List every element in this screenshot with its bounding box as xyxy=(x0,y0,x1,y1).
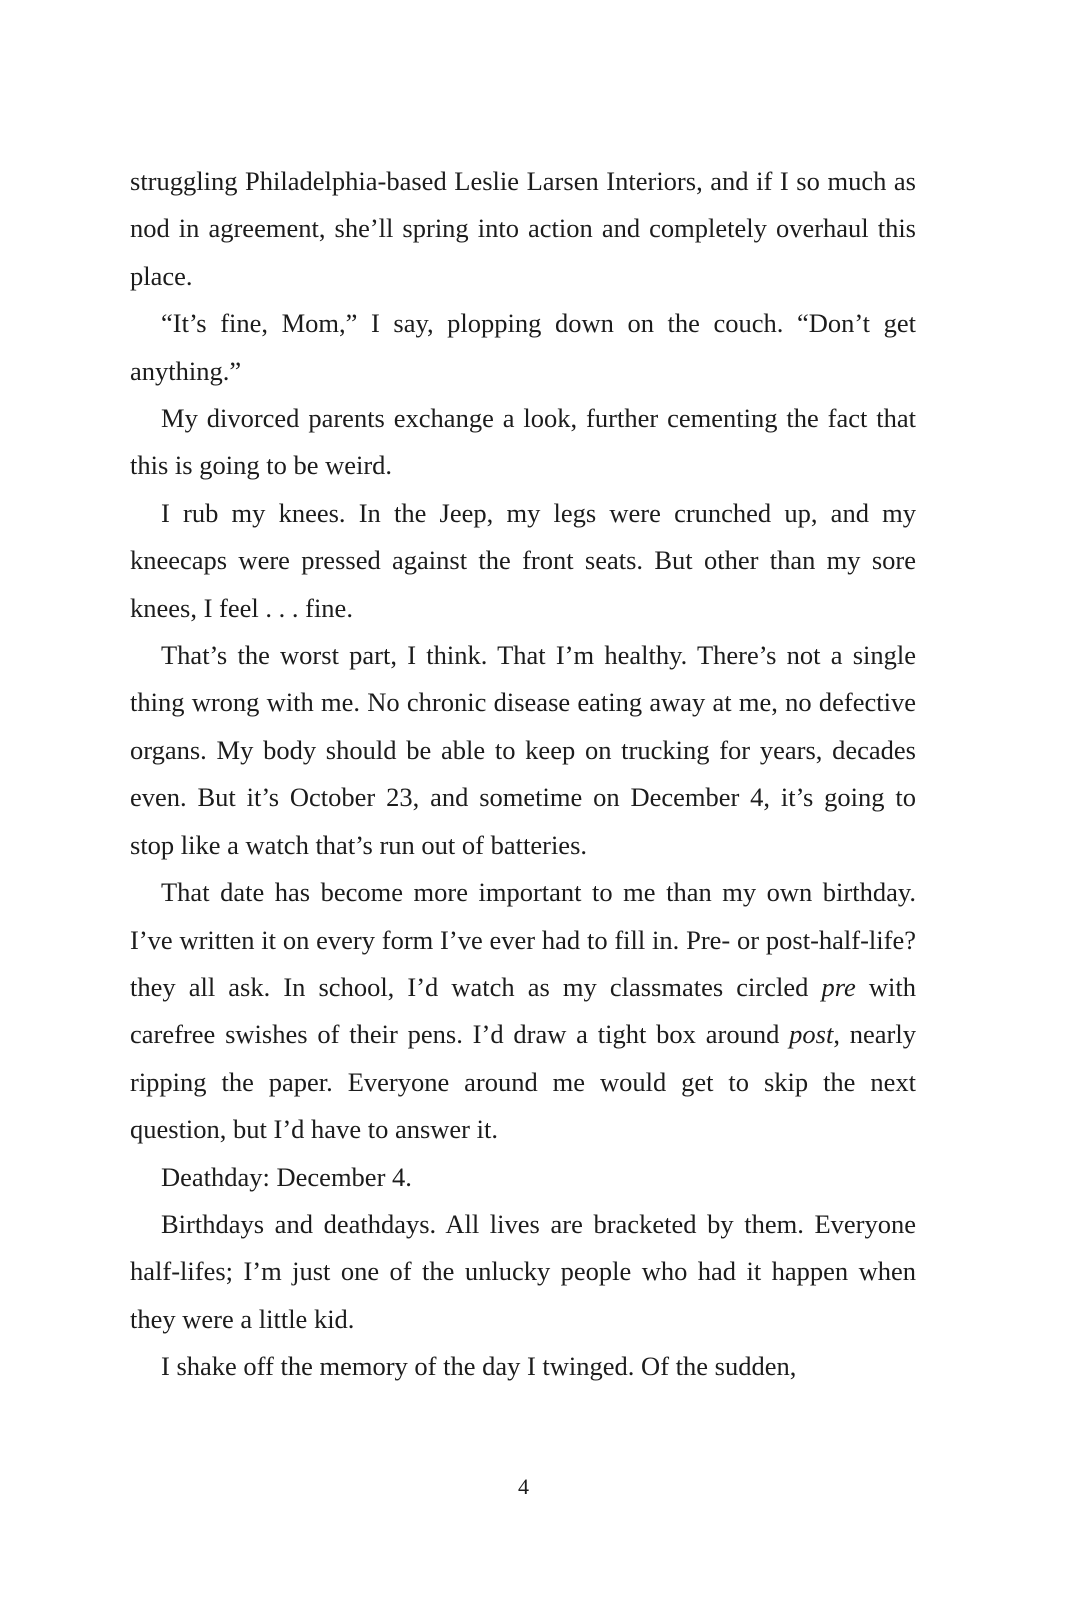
paragraph-text: , nearly ripping the paper. Everyone around me would get to skip the next question, but I’d have to answer it. xyxy=(130,1019,916,1145)
paragraph: My divorced parents exchange a look, further cementing the fact that this is going to be weird. xyxy=(130,403,916,481)
paragraph: Deathday: December 4. xyxy=(161,1161,412,1192)
page-number: 4 xyxy=(518,1474,529,1499)
emphasis-pre: pre xyxy=(821,971,856,1002)
paragraph xyxy=(130,869,916,1153)
paragraph: That’s the worst part, I think. That I’m healthy. There’s not a single thing wrong with me. No chronic disease eating away at me, no defective organs. My body should be able to keep on trucking for years, decades even. But it’s October 23, and sometime on December 4, it’s going to stop like a watch that’s run out of batteries. xyxy=(130,640,916,860)
paragraph: I rub my knees. In the Jeep, my legs were crunched up, and my kneecaps were pressed against the front seats. But other than my sore knees, I feel . . . fine. xyxy=(130,497,916,623)
paragraph: Birthdays and deathdays. All lives are bracketed by them. Everyone half-lifes; I’m just one of the unlucky people who had it happen when they were a little kid. xyxy=(130,1208,916,1334)
paragraph: I shake off the memory of the day I twinged. Of the sudden, xyxy=(161,1351,797,1382)
paragraph-text: That date has become more important to me than my own birthday. I’ve written it on every form I’ve ever had to fill in. Pre- or post-half-life? they all ask. In school, I’d watch as my classmates circled xyxy=(130,877,916,1002)
emphasis-post: post xyxy=(789,1019,834,1050)
paragraph: “It’s fine, Mom,” I say, plopping down on the couch. “Don’t get anything.” xyxy=(130,308,916,386)
body-text xyxy=(130,158,916,1391)
paragraph-text: with carefree swishes of their pens. I’d draw a tight box around xyxy=(130,971,916,1050)
paragraph: struggling Philadelphia-based Leslie Larsen Interiors, and if I so much as nod in agreement, she’ll spring into action and completely overhaul this place. xyxy=(130,166,916,291)
